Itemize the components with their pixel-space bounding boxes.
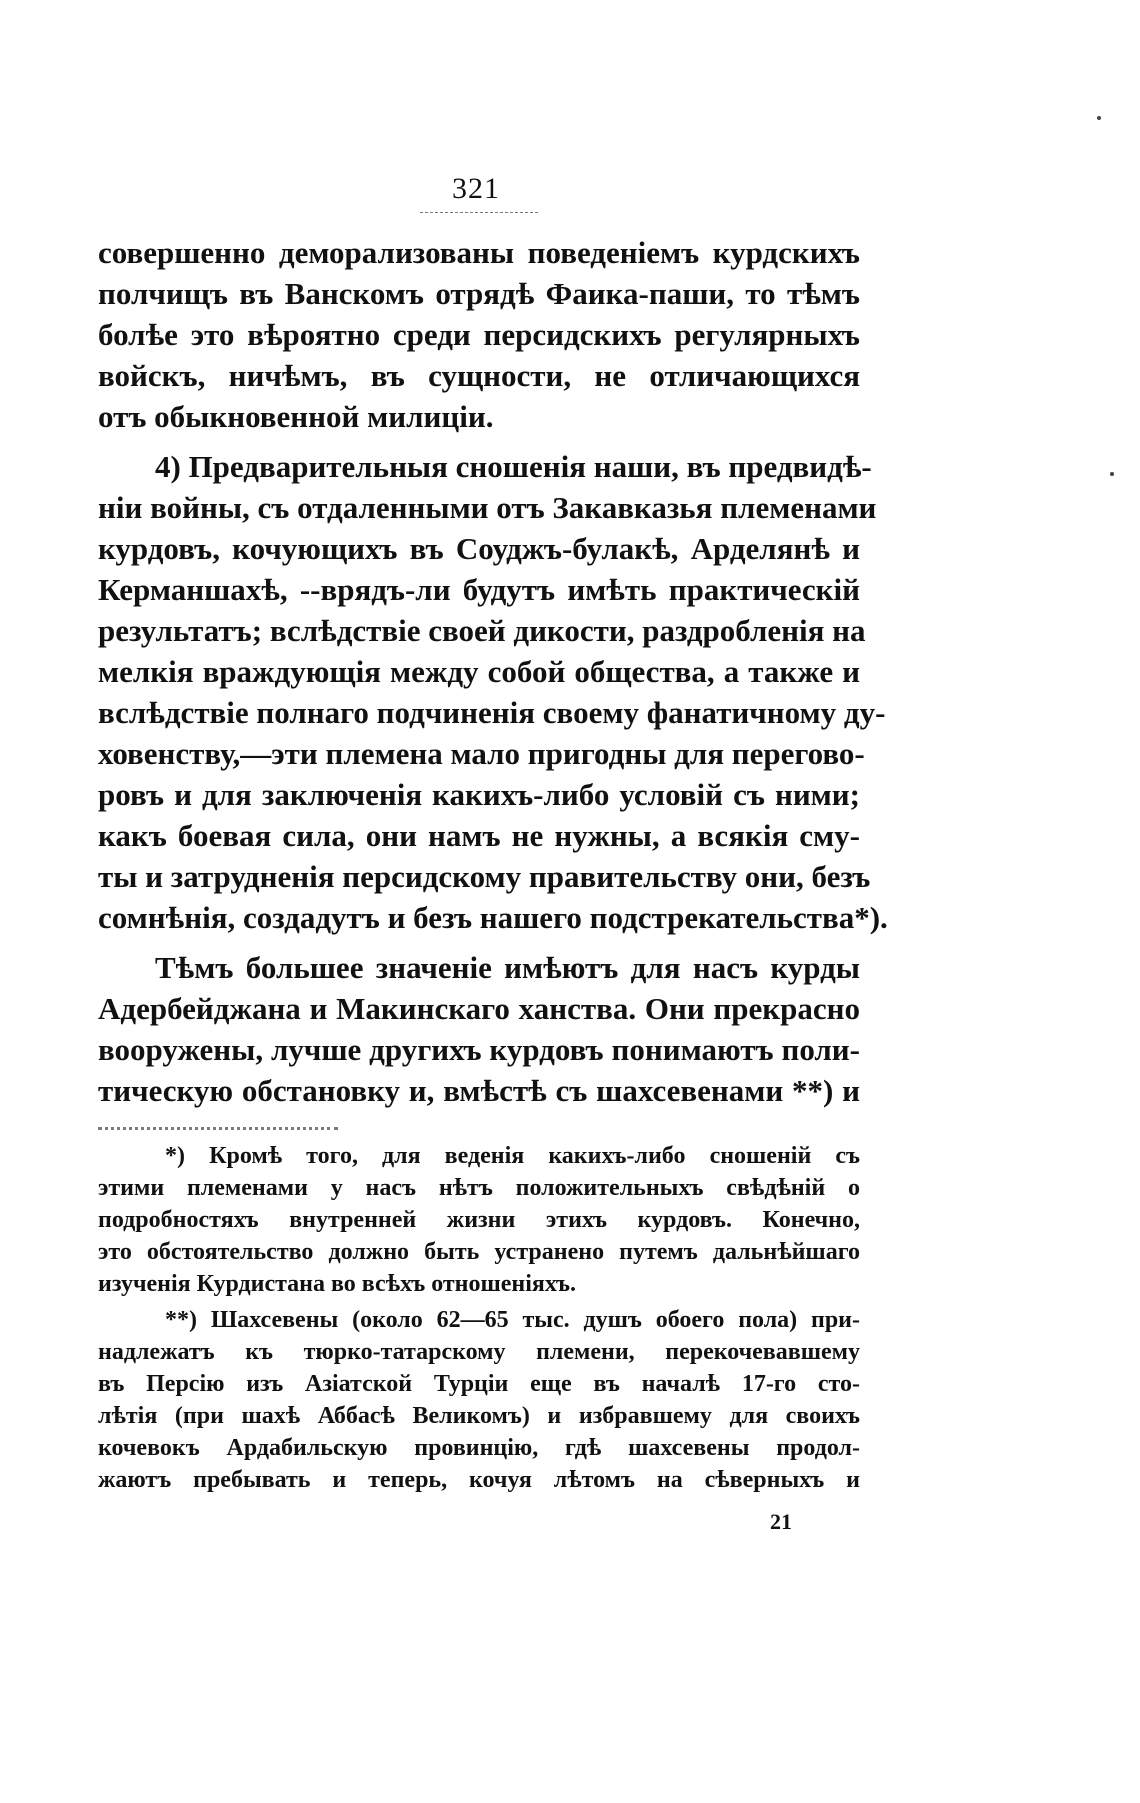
text-line: 4) Предварительныя сношенія наши, въ предвидѣ- [155,449,872,484]
text-line: отъ обыкновенной милиціи. [98,399,494,434]
text-line: какъ боевая сила, они намъ не нужны, а всякія сму- [98,818,860,853]
footnote-line: **) Шахсевены (около 62—65 тыс. душъ обоего пола) при- [165,1307,860,1333]
text-line: результатъ; вслѣдствіе своей дикости, раздробленія на [98,613,866,648]
text-line: Керманшахѣ, --врядъ-ли будутъ имѣть практическій [98,572,860,607]
footnote-line: въ Персію изъ Азіатской Турціи еще въ началѣ 17-го сто- [98,1371,860,1397]
text-line: вооружены, лучше другихъ курдовъ понимаютъ поли- [98,1032,860,1067]
footnote-line: этими племенами у насъ нѣтъ положительныхъ свѣдѣній о [98,1175,860,1201]
page-number: 321 [452,172,500,205]
footnote-line: жаютъ пребывать и теперь, кочуя лѣтомъ на сѣверныхъ и [98,1467,860,1493]
speck [1097,116,1101,120]
footnote-line: *) Кромѣ того, для веденія какихъ-либо сношеній съ [165,1143,860,1169]
footnote-line: это обстоятельство должно быть устранено путемъ дальнѣйшаго [98,1239,860,1265]
text-line: ты и затрудненія персидскому правительству они, безъ [98,859,871,894]
text-line: вслѣдствіе полнаго подчиненія своему фанатичному ду- [98,695,886,730]
cut-off-line [98,1127,338,1130]
footnote-line: лѣтія (при шахѣ Аббасѣ Великомъ) и избравшему для своихъ [98,1403,860,1429]
text-line: полчищъ въ Ванскомъ отрядѣ Фаика-паши, то тѣмъ [98,276,860,311]
text-line: курдовъ, кочующихъ въ Соуджъ-булакѣ, Арделянѣ и [98,531,860,566]
text-line: болѣе это вѣроятно среди персидскихъ регулярныхъ [98,317,860,352]
text-line: ровъ и для заключенія какихъ-либо условій съ ними; [98,777,860,812]
text-line: ніи войны, съ отдаленными отъ Закавказья племенами [98,490,877,525]
text-line: войскъ, ничѣмъ, въ сущности, не отличающихся [98,358,860,393]
text-line: сомнѣнія, создадутъ и безъ нашего подстрекательства*). [98,900,888,935]
footnote-line: подробностяхъ внутренней жизни этихъ курдовъ. Конечно, [98,1207,860,1233]
text-line: ховенству,—эти племена мало пригодны для перегово- [98,736,865,771]
text-line: тическую обстановку и, вмѣстѣ съ шахсевенами **) и [98,1073,860,1108]
text-line: совершенно деморализованы поведеніемъ курдскихъ [98,235,860,270]
text-line: Адербейджана и Макинскаго ханства. Они прекрасно [98,991,860,1026]
signature-mark: 21 [770,1509,792,1534]
text-line: мелкія враждующія между собой общества, а также и [98,654,860,689]
footnote-line: изученія Курдистана во всѣхъ отношеніяхъ. [98,1271,576,1297]
speck [1110,472,1114,476]
footnote-line: надлежатъ къ тюрко-татарскому племени, перекочевавшему [98,1339,860,1365]
text-line: Тѣмъ большее значеніе имѣютъ для насъ курды [155,950,860,985]
page-number-rule [420,212,538,213]
footnote-line: кочевокъ Ардабильскую провинцію, гдѣ шахсевены продол- [98,1435,860,1461]
